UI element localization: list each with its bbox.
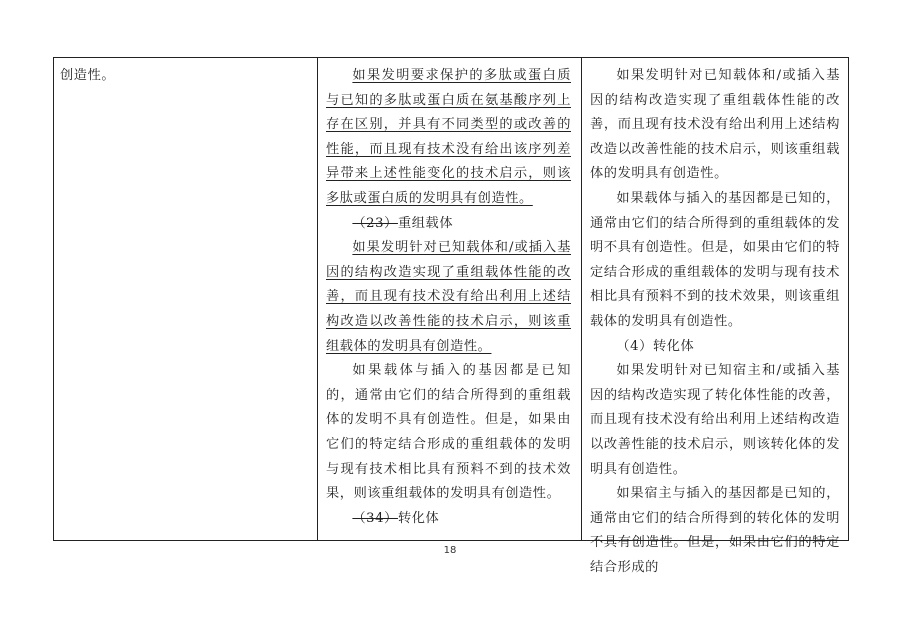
paragraph xyxy=(590,187,840,335)
section-heading xyxy=(326,507,571,532)
paragraph xyxy=(326,64,571,212)
table-cell-original xyxy=(54,58,318,541)
table-row xyxy=(54,58,849,541)
heading-text: （4）转化体 xyxy=(616,338,695,354)
paragraph-text: 如果发明针对已知载体和/或插入基因的结构改造实现了重组载体性能的改善，而且现有技术没有给出利用上述结构改造以改善性能的技术启示，则该重组载体的发明具有创造性。 xyxy=(590,68,840,182)
paragraph xyxy=(326,236,571,359)
paragraph-text: 如果宿主与插入的基因都是已知的，通常由它们的结合所得到的转化体的发明不具有创造性。但是，如果由它们的特定结合形成的 xyxy=(590,486,840,575)
paragraph-text: 如果载体与插入的基因都是已知的，通常由它们的结合所得到的重组载体的发明不具有创造性。但是，如果由它们的特定结合形成的重组载体的发明与现有技术相比具有预料不到的技术效果，则该重组载体的发明具有创造性。 xyxy=(590,190,840,329)
underlined-text: 如果发明针对已知载体和/或插入基因的结构改造实现了重组载体性能的改善，而且现有技术没有给出利用上述结构改造以改善性能的技术启示，则该重组载体的发明具有创造性。 xyxy=(326,240,571,354)
heading-text: 重组载体 xyxy=(397,215,454,231)
underlined-text: 如果发明要求保护的多肽或蛋白质与已知的多肽或蛋白质在氨基酸序列上存在区别，并具有不同类型的或改善的性能，而且现有技术没有给出该序列差异带来上述性能变化的技术启示，则该多肽或蛋白质的发明具有创造性。 xyxy=(326,68,571,206)
table-cell-notes xyxy=(582,58,849,575)
paragraph xyxy=(590,359,840,482)
paragraph xyxy=(590,64,840,187)
paragraph xyxy=(326,359,571,507)
heading-text: 转化体 xyxy=(397,510,440,526)
section-heading xyxy=(326,212,571,237)
original-text: 创造性。 xyxy=(60,68,116,83)
section-heading xyxy=(590,335,840,360)
table-cell-revised xyxy=(318,58,582,541)
paragraph-text: 如果载体与插入的基因都是已知的，通常由它们的结合所得到的重组载体的发明不具有创造性。但是，如果由它们的特定结合形成的重组载体的发明与现有技术相比具有预料不到的技术效果，则该重组载体的发明具有创造性。 xyxy=(326,363,571,502)
page-number: 18 xyxy=(443,545,457,556)
heading-number: （34） xyxy=(352,510,398,526)
heading-number: （23） xyxy=(352,215,398,231)
paragraph xyxy=(590,482,840,580)
paragraph-text: 如果发明针对已知宿主和/或插入基因的结构改造实现了转化体性能的改善，而且现有技术没有给出利用上述结构改造以改善性能的技术启示，则该转化体的发明具有创造性。 xyxy=(590,363,840,477)
